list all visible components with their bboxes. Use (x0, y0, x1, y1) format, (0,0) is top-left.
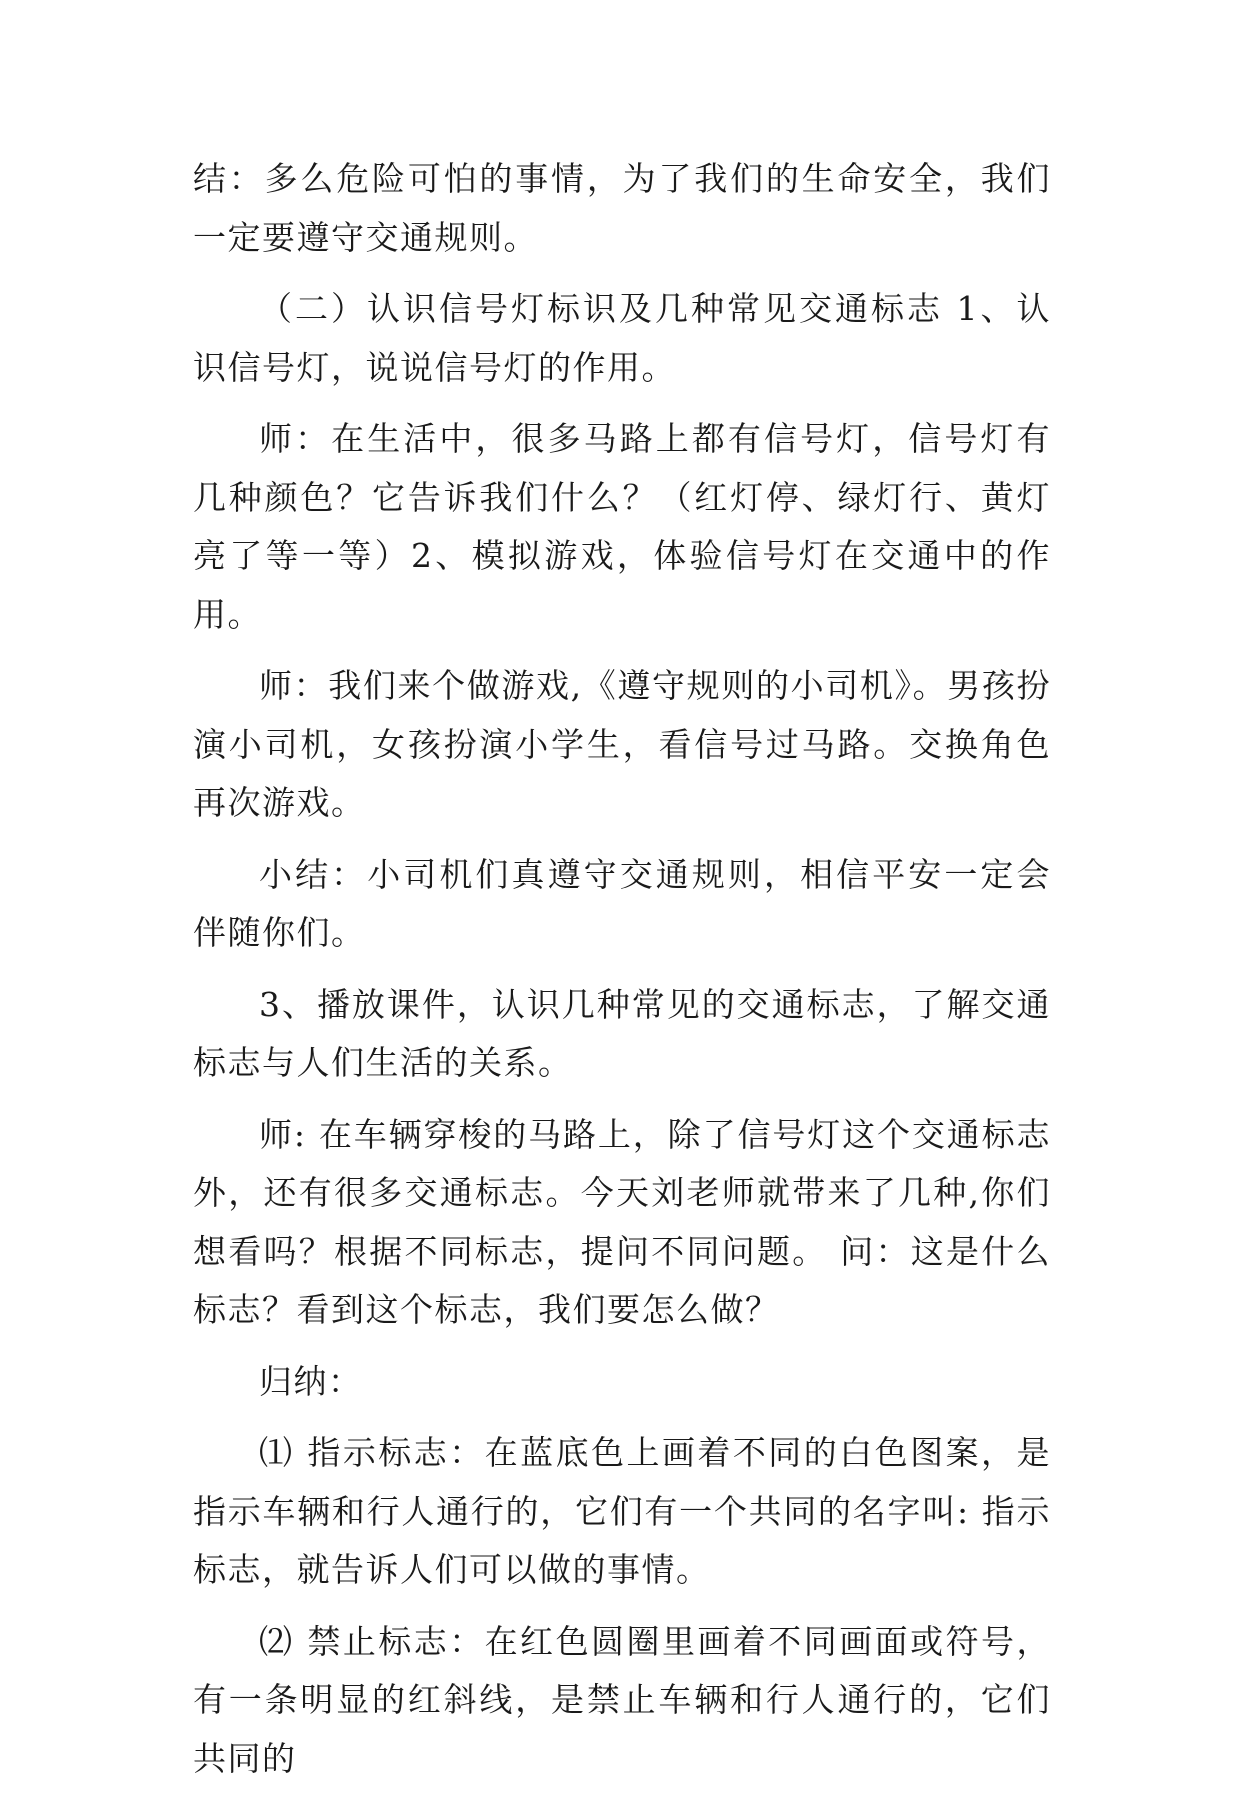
paragraph-summary-drivers: 小结：小司机们真遵守交通规则，相信平安一定会伴随你们。 (193, 854, 1051, 952)
paragraph-teacher-signs: 师: 在车辆穿梭的马路上，除了信号灯这个交通标志外，还有很多交通标志。今天刘老师就带来了几种,你们想看吗？根据不同标志，提问不同问题。 问：这是什么标志？看到这个标志，我们要怎么做？ (193, 1114, 1051, 1329)
paragraph-conclusion-label: 归纳： (259, 1361, 363, 1401)
paragraph-indication-signs: ⑴ 指示标志：在蓝底色上画着不同的白色图案，是指示车辆和行人通行的，它们有一个共同的名字叫: 指示标志，就告诉人们可以做的事情。 (193, 1433, 1051, 1589)
paragraph-summary-end: 结：多么危险可怕的事情，为了我们的生命安全，我们一定要遵守交通规则。 (193, 159, 1051, 257)
paragraph-section-two-heading: （二）认识信号灯标识及几种常见交通标志 1、认识信号灯，说说信号灯的作用。 (193, 289, 1051, 387)
document-page (193, 150, 1051, 1801)
paragraph-teacher-game: 师：我们来个做游戏,《遵守规则的小司机》。男孩扮演小司机，女孩扮演小学生，看信号过马路。交换角色再次游戏。 (193, 666, 1051, 822)
paragraph-teacher-signal-colors: 师：在生活中，很多马路上都有信号灯，信号灯有几种颜色？它告诉我们什么？（红灯停、绿灯行、黄灯亮了等一等）2、模拟游戏，体验信号灯在交通中的作用。 (193, 419, 1051, 634)
paragraph-prohibition-signs: ⑵ 禁止标志：在红色圆圈里画着不同画面或符号，有一条明显的红斜线，是禁止车辆和行人通行的，它们共同的 (193, 1621, 1051, 1778)
paragraph-courseware: 3、播放课件，认识几种常见的交通标志，了解交通标志与人们生活的关系。 (193, 984, 1051, 1082)
